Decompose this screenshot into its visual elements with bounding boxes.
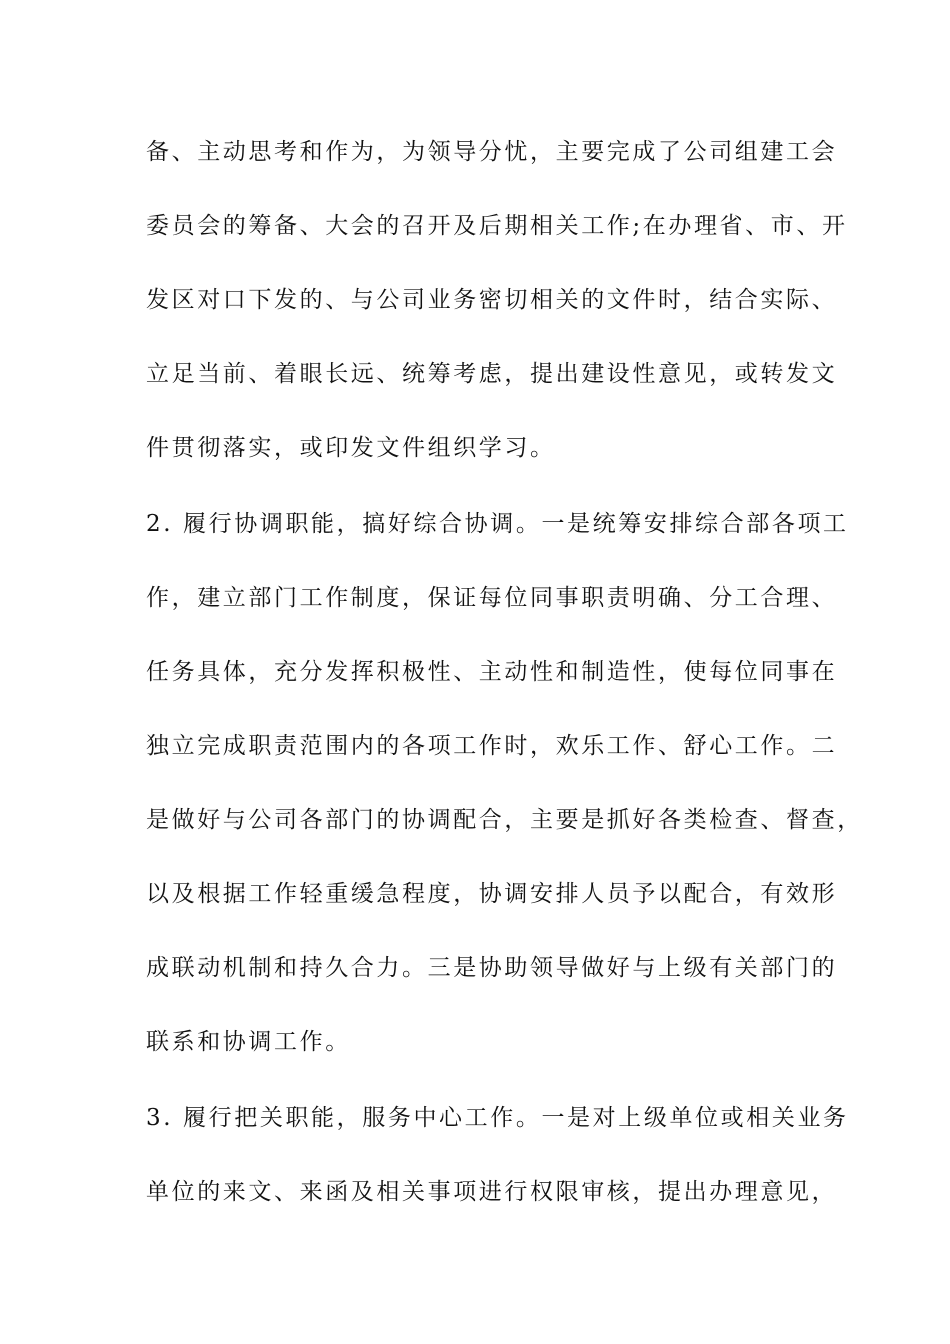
text-line: 发区对口下发的、与公司业务密切相关的文件时，结合实际、 [146, 287, 838, 313]
text-line: 备、主动思考和作为，为领导分忧，主要完成了公司组建工会 [146, 139, 838, 165]
text-line: 件贯彻落实，或印发文件组织学习。 [146, 435, 556, 461]
text-line: 独立完成职责范围内的各项工作时，欢乐工作、舒心工作。二 [146, 733, 838, 759]
text-line: 立足当前、着眼长远、统筹考虑，提出建设性意见，或转发文 [146, 361, 838, 387]
text-line: 联系和协调工作。 [146, 1029, 351, 1055]
text-line: 委员会的筹备、大会的召开及后期相关工作;在办理省、市、开 [146, 213, 848, 239]
text-line: 单位的来文、来函及相关事项进行权限审核，提出办理意见， [146, 1179, 838, 1205]
text-line: 成联动机制和持久合力。三是协助领导做好与上级有关部门的 [146, 955, 838, 981]
section-heading-line: 2. 履行协调职能，搞好综合协调。一是统筹安排综合部各项工 [146, 511, 849, 537]
text-line: 作，建立部门工作制度，保证每位同事职责明确、分工合理、 [146, 585, 838, 611]
text-line: 是做好与公司各部门的协调配合，主要是抓好各类检查、督查， [146, 807, 863, 833]
section-heading-line: 3. 履行把关职能，服务中心工作。一是对上级单位或相关业务 [146, 1105, 849, 1131]
text-line: 以及根据工作轻重缓急程度，协调安排人员予以配合，有效形 [146, 881, 838, 907]
text-line: 任务具体，充分发挥积极性、主动性和制造性，使每位同事在 [146, 659, 838, 685]
